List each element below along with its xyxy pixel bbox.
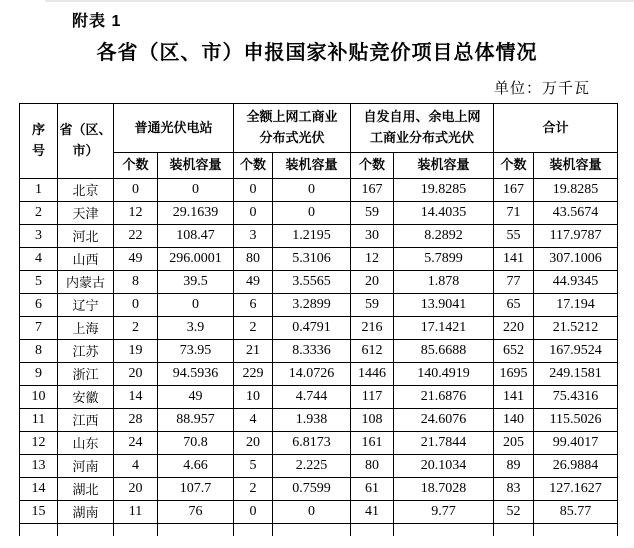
count-cell: 0 — [234, 202, 273, 225]
count-cell: 161 — [351, 432, 394, 455]
empty-cell — [58, 524, 114, 536]
table-row — [20, 248, 618, 271]
count-cell: 4 — [114, 455, 158, 478]
capacity-cell: 14.4035 — [394, 202, 494, 225]
capacity-cell: 76 — [158, 501, 234, 524]
table-row-partial — [20, 524, 618, 536]
seq-cell: 2 — [20, 202, 58, 225]
capacity-cell: 94.5936 — [158, 363, 234, 386]
pv-projects-table — [19, 103, 618, 536]
capacity-cell: 21.6876 — [394, 386, 494, 409]
capacity-cell: 99.4017 — [534, 432, 618, 455]
count-cell: 10 — [234, 386, 273, 409]
capacity-cell: 85.77 — [534, 501, 618, 524]
capacity-cell: 19.8285 — [534, 179, 618, 202]
count-cell: 28 — [114, 409, 158, 432]
capacity-cell: 4.66 — [158, 455, 234, 478]
empty-cell — [234, 524, 273, 536]
capacity-cell: 21.5212 — [534, 317, 618, 340]
table-row — [20, 386, 618, 409]
capacity-cell: 107.7 — [158, 478, 234, 501]
sub-header-count-total: 个数 — [494, 153, 534, 179]
count-cell: 4 — [234, 409, 273, 432]
table-row — [20, 340, 618, 363]
seq-cell: 3 — [20, 225, 58, 248]
count-cell: 0 — [234, 179, 273, 202]
capacity-cell: 26.9884 — [534, 455, 618, 478]
annex-label: 附表 1 — [72, 13, 122, 30]
table-row — [20, 478, 618, 501]
seq-cell: 7 — [20, 317, 58, 340]
count-cell: 52 — [494, 501, 534, 524]
empty-cell — [20, 524, 58, 536]
capacity-cell: 1.2195 — [273, 225, 351, 248]
capacity-cell: 0 — [273, 501, 351, 524]
sub-header-count-2: 个数 — [234, 153, 273, 179]
seq-cell: 5 — [20, 271, 58, 294]
count-cell: 2 — [114, 317, 158, 340]
capacity-cell: 17.1421 — [394, 317, 494, 340]
seq-cell: 14 — [20, 478, 58, 501]
sub-header-capacity-1: 装机容量 — [158, 153, 234, 179]
count-cell: 141 — [494, 386, 534, 409]
count-cell: 5 — [234, 455, 273, 478]
capacity-cell: 24.6076 — [394, 409, 494, 432]
capacity-cell: 0.4791 — [273, 317, 351, 340]
seq-cell: 12 — [20, 432, 58, 455]
province-cell: 山西 — [58, 248, 114, 271]
capacity-cell: 307.1006 — [534, 248, 618, 271]
capacity-cell: 21.7844 — [394, 432, 494, 455]
sub-header-count-3: 个数 — [351, 153, 394, 179]
capacity-cell: 108.47 — [158, 225, 234, 248]
capacity-cell: 13.9041 — [394, 294, 494, 317]
count-cell: 220 — [494, 317, 534, 340]
count-cell: 205 — [494, 432, 534, 455]
province-cell: 江西 — [58, 409, 114, 432]
capacity-cell: 43.5674 — [534, 202, 618, 225]
capacity-cell: 127.1627 — [534, 478, 618, 501]
table-row — [20, 432, 618, 455]
count-cell: 141 — [494, 248, 534, 271]
capacity-cell: 17.194 — [534, 294, 618, 317]
province-cell: 河南 — [58, 455, 114, 478]
col-header-ordinary-pv: 普通光伏电站 — [114, 104, 234, 153]
province-cell: 内蒙古 — [58, 271, 114, 294]
count-cell: 2 — [234, 478, 273, 501]
sub-header-capacity-2: 装机容量 — [273, 153, 351, 179]
count-cell: 229 — [234, 363, 273, 386]
province-cell: 湖南 — [58, 501, 114, 524]
capacity-cell: 3.9 — [158, 317, 234, 340]
seq-cell: 11 — [20, 409, 58, 432]
province-cell: 辽宁 — [58, 294, 114, 317]
capacity-cell: 0 — [273, 202, 351, 225]
count-cell: 6 — [234, 294, 273, 317]
count-cell: 19 — [114, 340, 158, 363]
capacity-cell: 115.5026 — [534, 409, 618, 432]
capacity-cell: 249.1581 — [534, 363, 618, 386]
empty-cell — [273, 524, 351, 536]
count-cell: 59 — [351, 294, 394, 317]
count-cell: 80 — [234, 248, 273, 271]
capacity-cell: 70.8 — [158, 432, 234, 455]
col-header-seq: 序 号 — [20, 104, 58, 179]
table-row — [20, 455, 618, 478]
empty-cell — [351, 524, 394, 536]
province-cell: 浙江 — [58, 363, 114, 386]
count-cell: 1446 — [351, 363, 394, 386]
capacity-cell: 19.8285 — [394, 179, 494, 202]
province-cell: 北京 — [58, 179, 114, 202]
capacity-cell: 29.1639 — [158, 202, 234, 225]
capacity-cell: 18.7028 — [394, 478, 494, 501]
capacity-cell: 5.7899 — [394, 248, 494, 271]
capacity-cell: 3.5565 — [273, 271, 351, 294]
seq-cell: 4 — [20, 248, 58, 271]
col-header-total: 合计 — [494, 104, 618, 153]
count-cell: 20 — [114, 478, 158, 501]
capacity-cell: 5.3106 — [273, 248, 351, 271]
capacity-cell: 73.95 — [158, 340, 234, 363]
province-cell: 江苏 — [58, 340, 114, 363]
capacity-cell: 296.0001 — [158, 248, 234, 271]
sub-header-capacity-total: 装机容量 — [534, 153, 618, 179]
count-cell: 89 — [494, 455, 534, 478]
capacity-cell: 2.225 — [273, 455, 351, 478]
table-body — [20, 179, 618, 536]
capacity-cell: 6.8173 — [273, 432, 351, 455]
capacity-cell: 9.77 — [394, 501, 494, 524]
table-row — [20, 317, 618, 340]
count-cell: 20 — [234, 432, 273, 455]
count-cell: 21 — [234, 340, 273, 363]
table-row — [20, 294, 618, 317]
count-cell: 80 — [351, 455, 394, 478]
capacity-cell: 1.878 — [394, 271, 494, 294]
capacity-cell: 8.2892 — [394, 225, 494, 248]
empty-cell — [158, 524, 234, 536]
capacity-cell: 20.1034 — [394, 455, 494, 478]
count-cell: 167 — [494, 179, 534, 202]
count-cell: 55 — [494, 225, 534, 248]
table-row — [20, 363, 618, 386]
count-cell: 14 — [114, 386, 158, 409]
province-cell: 河北 — [58, 225, 114, 248]
count-cell: 59 — [351, 202, 394, 225]
count-cell: 216 — [351, 317, 394, 340]
sub-header-count-1: 个数 — [114, 153, 158, 179]
count-cell: 77 — [494, 271, 534, 294]
province-cell: 湖北 — [58, 478, 114, 501]
capacity-cell: 140.4919 — [394, 363, 494, 386]
province-cell: 上海 — [58, 317, 114, 340]
count-cell: 20 — [351, 271, 394, 294]
count-cell: 41 — [351, 501, 394, 524]
capacity-cell: 0 — [273, 179, 351, 202]
table-row — [20, 501, 618, 524]
count-cell: 652 — [494, 340, 534, 363]
empty-cell — [114, 524, 158, 536]
table-row — [20, 271, 618, 294]
capacity-cell: 88.957 — [158, 409, 234, 432]
capacity-cell: 0 — [158, 294, 234, 317]
count-cell: 167 — [351, 179, 394, 202]
count-cell: 20 — [114, 363, 158, 386]
count-cell: 61 — [351, 478, 394, 501]
count-cell: 0 — [234, 501, 273, 524]
capacity-cell: 49 — [158, 386, 234, 409]
count-cell: 140 — [494, 409, 534, 432]
seq-cell: 15 — [20, 501, 58, 524]
count-cell: 30 — [351, 225, 394, 248]
table-row — [20, 409, 618, 432]
empty-cell — [494, 524, 534, 536]
table-row — [20, 225, 618, 248]
capacity-cell: 117.9787 — [534, 225, 618, 248]
capacity-cell: 75.4316 — [534, 386, 618, 409]
capacity-cell: 0.7599 — [273, 478, 351, 501]
count-cell: 0 — [114, 179, 158, 202]
table-header — [20, 104, 618, 179]
count-cell: 1695 — [494, 363, 534, 386]
sub-header-capacity-3: 装机容量 — [394, 153, 494, 179]
count-cell: 83 — [494, 478, 534, 501]
province-cell: 天津 — [58, 202, 114, 225]
capacity-cell: 85.6688 — [394, 340, 494, 363]
count-cell: 108 — [351, 409, 394, 432]
capacity-cell: 1.938 — [273, 409, 351, 432]
count-cell: 65 — [494, 294, 534, 317]
count-cell: 2 — [234, 317, 273, 340]
seq-cell: 13 — [20, 455, 58, 478]
unit-label: 单位：万千瓦 — [493, 81, 590, 97]
count-cell: 612 — [351, 340, 394, 363]
seq-cell: 1 — [20, 179, 58, 202]
capacity-cell: 8.3336 — [273, 340, 351, 363]
col-header-province: 省（区、 市） — [58, 104, 114, 179]
header-group-row — [20, 104, 618, 153]
page-title: 各省（区、市）申报国家补贴竞价项目总体情况 — [96, 42, 538, 64]
col-header-full-grid-distributed-pv: 全额上网工商业 分布式光伏 — [234, 104, 351, 153]
table-row — [20, 179, 618, 202]
capacity-cell: 14.0726 — [273, 363, 351, 386]
count-cell: 12 — [351, 248, 394, 271]
count-cell: 11 — [114, 501, 158, 524]
capacity-cell: 44.9345 — [534, 271, 618, 294]
count-cell: 22 — [114, 225, 158, 248]
capacity-cell: 167.9524 — [534, 340, 618, 363]
count-cell: 12 — [114, 202, 158, 225]
province-cell: 山东 — [58, 432, 114, 455]
count-cell: 24 — [114, 432, 158, 455]
count-cell: 49 — [114, 248, 158, 271]
seq-cell: 9 — [20, 363, 58, 386]
empty-cell — [534, 524, 618, 536]
seq-cell: 6 — [20, 294, 58, 317]
seq-cell: 10 — [20, 386, 58, 409]
col-header-self-use-distributed-pv: 自发自用、余电上网 工商业分布式光伏 — [351, 104, 494, 153]
count-cell: 8 — [114, 271, 158, 294]
count-cell: 49 — [234, 271, 273, 294]
seq-cell: 8 — [20, 340, 58, 363]
capacity-cell: 3.2899 — [273, 294, 351, 317]
empty-cell — [394, 524, 494, 536]
count-cell: 117 — [351, 386, 394, 409]
capacity-cell: 4.744 — [273, 386, 351, 409]
count-cell: 71 — [494, 202, 534, 225]
capacity-cell: 0 — [158, 179, 234, 202]
capacity-cell: 39.5 — [158, 271, 234, 294]
page-edge-shadow — [45, 0, 634, 2]
count-cell: 0 — [114, 294, 158, 317]
count-cell: 3 — [234, 225, 273, 248]
table-row — [20, 202, 618, 225]
province-cell: 安徽 — [58, 386, 114, 409]
